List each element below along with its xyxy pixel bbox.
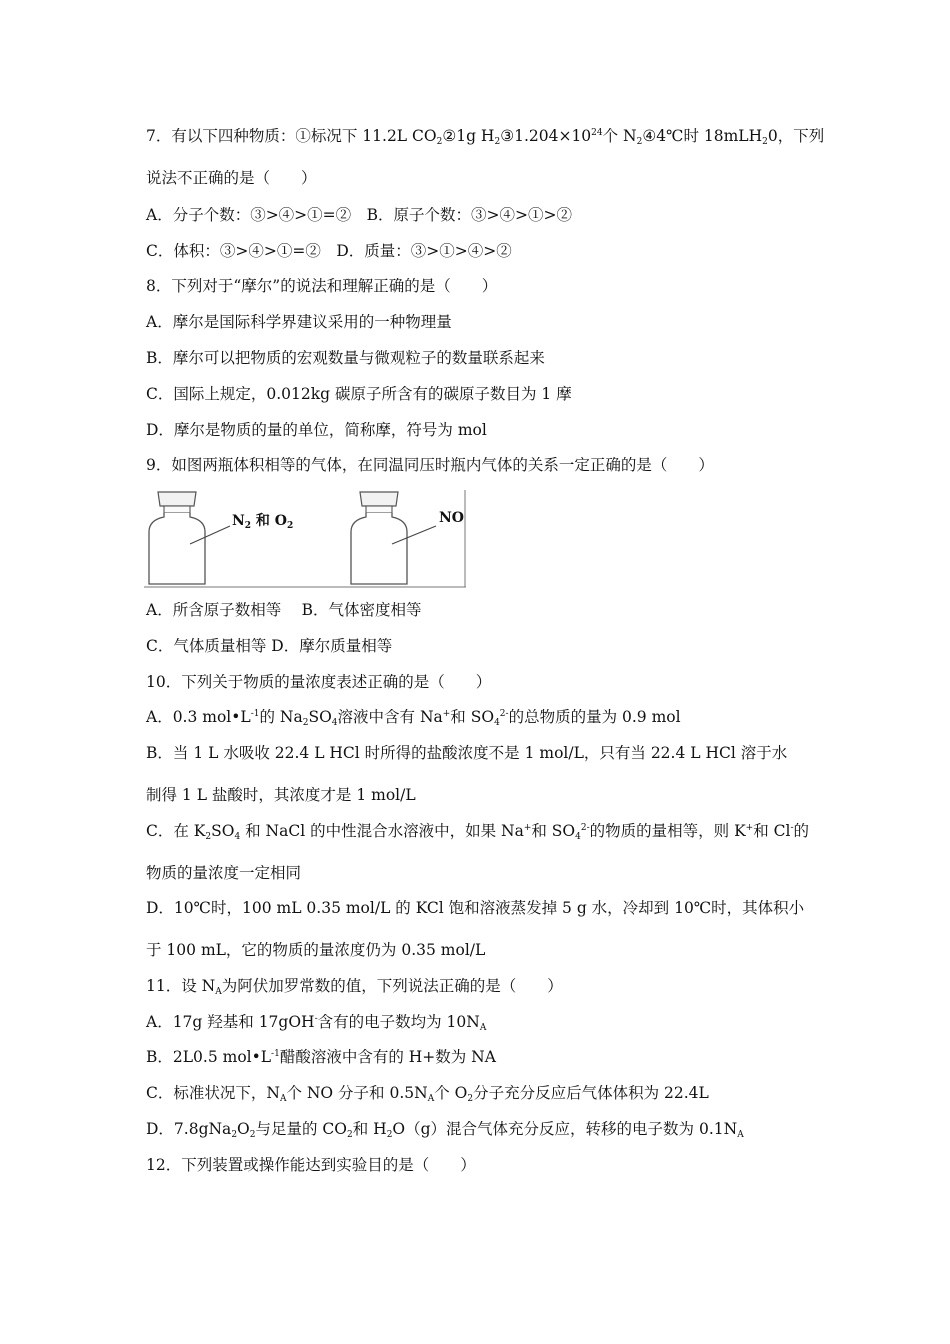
q11-stem: 11．设 $N_A$为阿伏加罗常数的值，下列说法正确的是（ ）: [146, 977, 563, 997]
q8-option-b: B．摩尔可以把物质的宏观数量与微观粒子的数量联系起来: [146, 349, 545, 367]
bottle-1-label: $N_2$ 和 $O_2$: [232, 513, 294, 531]
q10-option-a: A．0.3 $mol•L^{-1}$的 $Na_2SO_4$溶液中含有 Na+和 $SO_4^{2-}$的总物质的量为 0.9 mol: [146, 708, 681, 728]
gas-bottles-figure: [144, 488, 468, 588]
bottle-1-icon: [149, 492, 230, 584]
q10-option-b-line1: B．当 1 L 水吸收 22.4 L HCl 时所得的盐酸浓度不是 1 mol/L，只有当 22.4 L HCl 溶于水: [146, 744, 788, 762]
q8-option-a: A．摩尔是国际科学界建议采用的一种物理量: [146, 313, 452, 331]
q11-option-c: C．标准状况下，$N_A$个 NO 分子和 $0.5N_A$个 $O_2$分子充分反应后气体体积为 22.4L: [146, 1084, 709, 1104]
bottle-2-icon: [351, 492, 436, 584]
q10-option-d-line1: D．10℃时，100 mL 0.35 mol/L 的 KCl 饱和溶液蒸发掉 5 g 水，冷却到 10℃时，其体积小: [146, 899, 805, 917]
q11-option-b: B．2L0.5 $mol•L^{-1}$醋酸溶液中含有的 H+数为 NA: [146, 1048, 496, 1066]
q8-stem: 8．下列对于“摩尔”的说法和理解正确的是（ ）: [146, 277, 498, 295]
bottle-2-label: NO: [439, 510, 464, 526]
q8-option-d: D．摩尔是物质的量的单位，简称摩，符号为 mol: [146, 421, 487, 439]
q9-stem: 9．如图两瓶体积相等的气体，在同温同压时瓶内气体的关系一定正确的是（ ）: [146, 456, 714, 474]
q7-stem-line2: 说法不正确的是（ ）: [146, 169, 317, 187]
q11-option-d: D．$7.8gNa_2O_2$与足量的 $CO_2$和 $H_2O(g)$混合气体充分反应，转移的电子数为 $0.1N_A$: [146, 1120, 744, 1140]
q7-options-ab: A．分子个数：③>④>①=② B．原子个数：③>④>①>②: [146, 206, 573, 224]
q7-options-cd: C．体积：③>④>①=② D．质量：③>①>④>②: [146, 242, 512, 260]
q8-option-c: C．国际上规定，0.012kg 碳原子所含有的碳原子数目为 1 摩: [146, 385, 572, 403]
q10-stem: 10．下列关于物质的量浓度表述正确的是（ ）: [146, 673, 492, 691]
q10-option-b-line2: 制得 1 L 盐酸时，其浓度才是 1 mol/L: [146, 786, 416, 804]
q9-options-cd: C．气体质量相等 D．摩尔质量相等: [146, 637, 393, 655]
q12-stem: 12．下列装置或操作能达到实验目的是（ ）: [146, 1156, 476, 1174]
q10-option-d-line2: 于 100 mL，它的物质的量浓度仍为 0.35 mol/L: [146, 941, 486, 959]
q10-option-c-line2: 物质的量浓度一定相同: [146, 864, 302, 882]
q9-options-ab: A．所含原子数相等 B．气体密度相等: [146, 601, 422, 619]
q7-stem-line1: 7．有以下四种物质：①标况下 11.2L $CO_2②1g$ $H_2③1.204\times 10^{24}$个 $N_2④4℃$时 18mLH$_2$0，下列: [146, 127, 825, 147]
q10-option-c-line1: C．在 $K_2SO_4$ 和 NaCl 的中性混合水溶液中，如果 Na+和 $SO_4^{2-}$的物质的量相等，则 K+和 Cl-的: [146, 822, 810, 842]
q11-option-a: A．17g 羟基和 17gOH-含有的电子数均为 $10N_A$: [146, 1013, 487, 1033]
gas-bottles-svg: [144, 488, 468, 588]
